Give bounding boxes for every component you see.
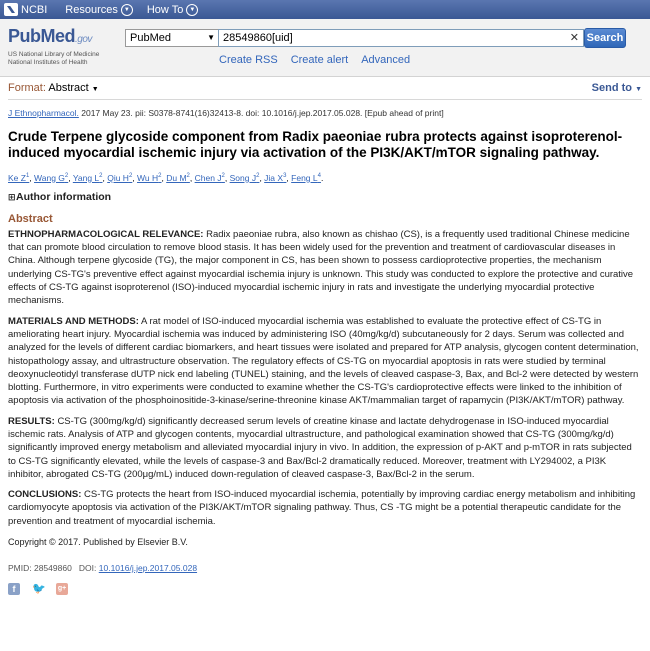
pubmed-logo[interactable] (8, 27, 118, 67)
doi-label: DOI: (78, 563, 97, 574)
resources-menu[interactable] (65, 4, 133, 16)
create-alert-link[interactable]: Create alert (290, 54, 349, 66)
section-label: MATERIALS AND METHODS: (8, 315, 139, 327)
resources-label: Resources (65, 3, 118, 16)
search-links (219, 54, 410, 66)
search-input[interactable] (218, 29, 584, 47)
author-list: Ke Z$^1$, Wang G$^2$, Yang L$^2$, Qiu H$^2$, Wu H$^2$, Du M$^2$, Chen J$^2$, Song J$^2$, Jia X$^3$, Feng L$^4$. (8, 172, 324, 183)
abstract-section (8, 488, 640, 528)
section-text: Radix paeoniae rubra, also known as chishao (CS), is a frequently used traditional Chinese medicine that can promote blood circulation to remove blood stasis. It has been widely used for the prevention and treatment of cardiovascular diseases in China. Although terpene glycoside (TG), the major component in CS, has been shown to possess cardioprotective properties, the mechanism underlying CS-TG's preventive effect against myocardial ischemia injury is unknown. This study was conducted to explore the protective and curative effects of CS-TG against isoproterenol (ISO)-induced myocardial ischemic injury in rats and investigate the underlying myocardial protective mechanisms. (8, 228, 634, 307)
send-to-menu[interactable]: Send to ▼ (591, 82, 642, 94)
howto-menu[interactable] (147, 4, 198, 16)
chevron-down-icon: ▼ (635, 86, 642, 93)
author-link[interactable]: Ke Z$^1$ (8, 172, 30, 183)
citation-details: 2017 May 23. pii: S0378-8741(16)32413-8. doi: 10.1016/j.jep.2017.05.028. [Epub ahead of print] (78, 108, 444, 118)
google-plus-icon[interactable]: g+ (56, 583, 68, 595)
section-text: CS-TG (300mg/kg/d) significantly decreased serum levels of creatine kinase and lactate dehydrogenase in ISO-induced myocardial ischemic rats. Analysis of ATP and glycogen contents, myocardial ultrastructure, and pathological examination showed that CS-TG (300mg/kg/d) significantly improved energy metabolism and alleviated myocardial injury in vivo. In addition, the expression of p-AKT and p-mTOR in rats subjected to CS-TG significantly elevated, while the levels of caspase-3 and Bax/Bcl-2 dramatically reduced. Moreover, treatment with LY294002, a PI3K inhibitor, abrogated CS-TG (200μg/mL) induced down-regulation of cleaved caspase-3, Bax/Bcl-2 in the serum. (8, 415, 632, 480)
author-information-toggle[interactable] (8, 191, 640, 203)
author-information-label: Author information (16, 190, 112, 203)
ncbi-top-bar (0, 0, 650, 19)
abstract-section (8, 228, 640, 308)
author-link[interactable]: Song J$^2$ (229, 172, 260, 183)
search-header (0, 19, 650, 77)
section-text: A rat model of ISO-induced myocardial ischemia was established to evaluate the protective effect of CS-TG in ameliorating heart injury. Myocardial ischemia was induced by administering ISO (40mg/kg/d) subcutaneously for 2 days. Serum was collected and analyzed for the levels of different cardiac biomarkers, and heart tissues were isolated and prepared for ATP analysis, glycogen content determination, histopathology assay, and ultrastructure observation. The regulatory effects of CS-TG on myocardial apoptosis in rats were studied by terminal deoxynucleotidyl transferase dUTP nick end labeling (TUNEL) staining, and the levels of cleaved caspase-3, Bax, and Bcl-2 were detected by western blotting. Furthermore, in vitro experiments were conducted to examine whether the CS-TG's cardioprotective effects were linked to the inhibition of apoptosis via activation of the phosphoinositide-3-kinase/serine-threonine kinase AKT/mammalian target of rapamycin (PI3K/AKT/mTOR) pathway. (8, 315, 639, 407)
chevron-down-icon: ▼ (186, 4, 198, 16)
chevron-down-icon: ▼ (121, 4, 133, 16)
howto-label: How To (146, 3, 184, 16)
database-select-value: PubMed (130, 32, 171, 44)
pmid-label: PMID: 28549860 (8, 563, 72, 574)
social-share-bar (8, 583, 640, 595)
copyright-notice: Copyright © 2017. Published by Elsevier B.V. (8, 537, 188, 548)
abstract-section (8, 415, 640, 481)
format-select[interactable]: Abstract ▼ (48, 82, 99, 94)
search-input-value: 28549860[uid] (223, 32, 293, 44)
create-rss-link[interactable]: Create RSS (219, 54, 278, 66)
author-link[interactable]: Du M$^2$ (166, 172, 190, 183)
author-link[interactable]: Wu H$^2$ (137, 172, 162, 183)
database-select[interactable] (125, 29, 219, 47)
format-label: Format: (8, 82, 46, 94)
section-label: CONCLUSIONS: (8, 489, 82, 501)
section-text: CS-TG protects the heart from ISO-induced myocardial ischemia, potentially by improving cardiac energy metabolism and inhibiting cardiomyocyte apoptosis via activation of the PI3K/AKT/mTOR signaling pathway. Thus, CS -TG might be a potential therapeutic candidate for the prevention and treatment of myocardial ischemia. (8, 489, 636, 527)
expand-icon: ⊞ (8, 191, 16, 202)
section-label: ETHNOPHARMACOLOGICAL RELEVANCE: (8, 228, 204, 240)
format-row (8, 82, 642, 98)
doi-link[interactable]: 10.1016/j.jep.2017.05.028 (98, 563, 198, 574)
clear-icon[interactable]: ✕ (569, 32, 579, 44)
section-label: RESULTS: (8, 415, 55, 427)
facebook-icon[interactable]: f (8, 583, 20, 595)
author-link[interactable]: Feng L$^4$ (291, 172, 321, 183)
author-link[interactable]: Chen J$^2$ (194, 172, 225, 183)
ncbi-logo-icon (4, 3, 18, 16)
article-identifiers (8, 563, 640, 573)
journal-link[interactable]: J Ethnopharmacol. (8, 108, 79, 118)
logo-subtitle-2: National Institutes of Health (8, 59, 88, 66)
search-button[interactable]: Search (584, 28, 626, 48)
author-link[interactable]: Jia X$^3$ (264, 172, 287, 183)
twitter-icon[interactable]: 🐦 (32, 583, 46, 596)
ncbi-logo[interactable] (4, 3, 47, 16)
author-link[interactable]: Yang L$^2$ (72, 172, 103, 183)
abstract-section (8, 315, 640, 408)
logo-subtitle-1: US National Library of Medicine (8, 51, 100, 58)
abstract-heading: Abstract (8, 212, 53, 225)
article-title: Crude Terpene glycoside component from Radix paeoniae rubra protects against isoproterenol-induced myocardial ischemic injury via activation of the PI3K/AKT/mTOR signaling pathway. (8, 129, 623, 160)
advanced-search-link[interactable]: Advanced (361, 54, 411, 66)
ncbi-logo-text: NCBI (21, 3, 48, 16)
pubmed-wordmark: PubMed.gov (8, 26, 92, 46)
article (8, 108, 640, 595)
author-link[interactable]: Qiu H$^2$ (107, 172, 133, 183)
author-link[interactable]: Wang G$^2$ (34, 172, 69, 183)
chevron-down-icon: ▼ (91, 86, 99, 93)
divider (8, 99, 642, 100)
citation-line (8, 108, 640, 119)
chevron-down-icon: ▼ (207, 33, 215, 42)
